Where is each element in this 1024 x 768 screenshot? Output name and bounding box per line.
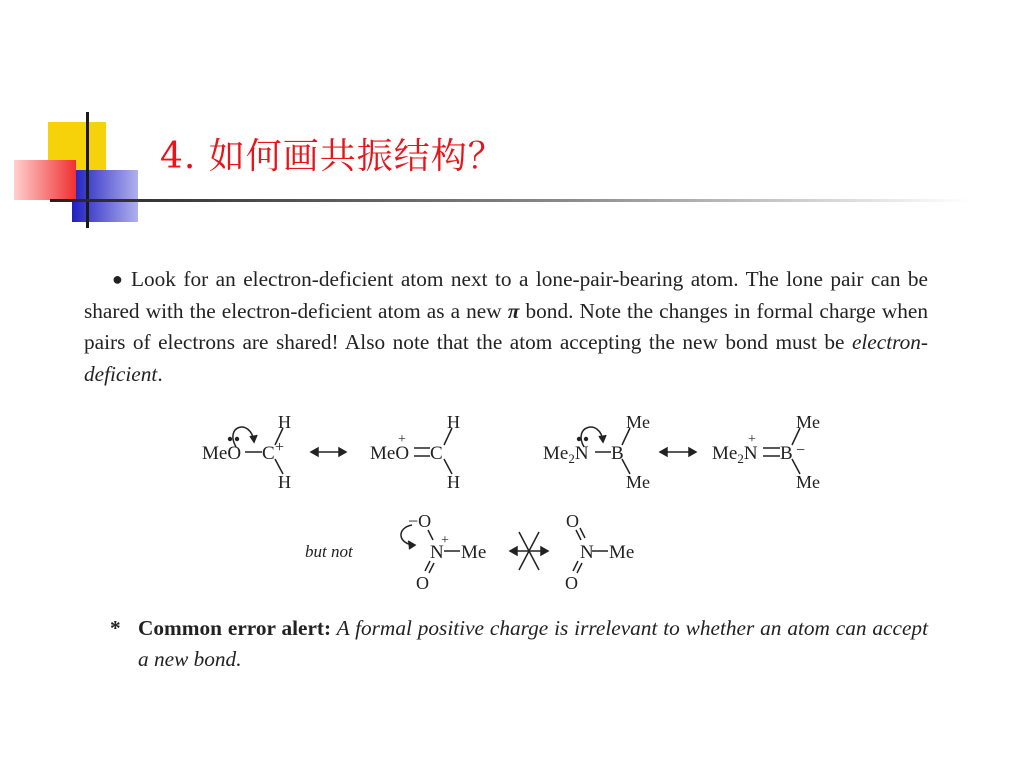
bullet-line-3: the changes in formal charge when pairs of electrons are shared! Also note that	[84, 298, 928, 354]
bullet-line-4a: the atom accepting the new bond must be	[476, 330, 852, 354]
me-bot-4: Me	[796, 472, 820, 492]
me-bot-3: Me	[626, 472, 650, 492]
slide-title: 4. 如何画共振结构？	[160, 136, 505, 177]
plus-n-4: +	[748, 432, 756, 447]
neg-o-top-1: −O	[408, 511, 432, 531]
bullet-line-1: Look for an electron-deficient atom next to a lone-pair-bearing atom. The	[131, 267, 779, 291]
bullet-line-4-emph: electron-deficient	[84, 330, 929, 386]
but-not-label: but not	[305, 542, 353, 561]
bullet-dot: ●	[112, 269, 125, 289]
plus-o-2: +	[398, 432, 406, 447]
plus-c-1: +	[275, 439, 285, 456]
h-bot-2: H	[447, 472, 460, 492]
c-label-2: C	[430, 443, 443, 464]
asterisk-icon: *	[110, 616, 121, 640]
bullet-line-2a: lone pair can be shared with the electron-deficient atom as a new	[84, 267, 929, 323]
h-bot-1: H	[278, 472, 291, 492]
o-bot-n1: O	[416, 573, 429, 593]
n-label-n2: N	[580, 542, 594, 563]
b-label-4: B	[780, 443, 793, 464]
bullet-line-2b: bond. Note	[519, 298, 621, 323]
bullet-line-4c: .	[157, 361, 163, 386]
me-top-4: Me	[796, 412, 820, 432]
b-label-3: B	[611, 443, 624, 464]
n-label-n1: N	[430, 542, 444, 563]
me2-label-4: $Me_2N$	[712, 443, 758, 466]
me-top-3: Me	[626, 412, 650, 432]
pi-symbol: π	[507, 298, 520, 323]
minus-b-4: −	[796, 442, 806, 459]
meo-label-1: MeO	[202, 443, 242, 464]
o-top-n2: O	[566, 511, 579, 531]
h-top-2: H	[447, 412, 460, 432]
alert-label: Common error alert:	[138, 616, 332, 640]
plus-n-n1: +	[441, 533, 449, 548]
h-top-1: H	[278, 412, 291, 432]
meo-label-2: MeO	[370, 443, 410, 464]
me-n1: Me	[461, 542, 487, 563]
alert-message: A formal positive charge is irrelevant to whether an atom can accept a new bond.	[138, 616, 928, 671]
common-error-alert	[110, 613, 928, 675]
c-label-1: C	[262, 443, 275, 464]
me2-label-3: $Me_2N$	[543, 443, 589, 466]
o-bot-n2: O	[565, 573, 578, 593]
me-n2: Me	[609, 542, 635, 563]
